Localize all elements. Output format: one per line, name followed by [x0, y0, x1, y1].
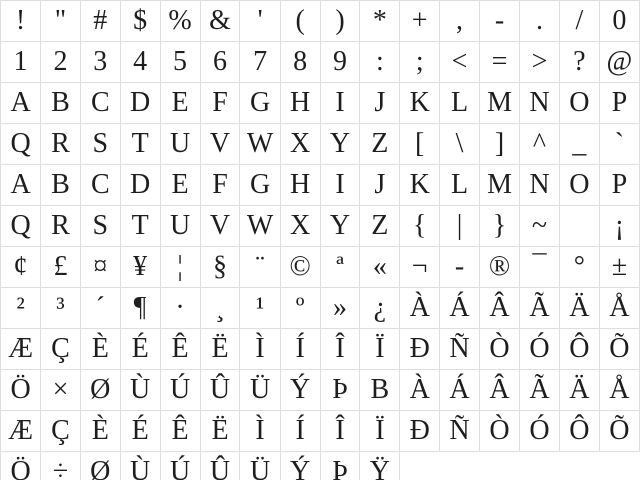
glyph-cell: Ê: [160, 329, 200, 370]
glyph-cell: Ã: [520, 370, 560, 411]
glyph-cell: *: [360, 1, 400, 42]
glyph-cell: V: [200, 206, 240, 247]
glyph-cell: S: [80, 124, 120, 165]
glyph-cell: Þ: [320, 370, 360, 411]
glyph-cell: 1: [1, 42, 41, 83]
glyph-cell: 6: [200, 42, 240, 83]
glyph-cell: 0: [599, 1, 639, 42]
glyph-cell: 3: [80, 42, 120, 83]
glyph-cell: Ñ: [440, 329, 480, 370]
glyph-cell: ?: [559, 42, 599, 83]
glyph-cell: À: [400, 288, 440, 329]
glyph-row: [1, 1, 640, 42]
glyph-cell: Â: [479, 370, 519, 411]
glyph-cell: |: [440, 206, 480, 247]
glyph-cell: R: [41, 124, 81, 165]
glyph-cell: +: [400, 1, 440, 42]
glyph-cell: £: [41, 247, 81, 288]
glyph-cell: Ø: [80, 452, 120, 480]
glyph-cell: Q: [1, 206, 41, 247]
glyph-cell: Ä: [559, 288, 599, 329]
glyph-cell: ±: [599, 247, 639, 288]
glyph-cell: ³: [41, 288, 81, 329]
glyph-cell: :: [360, 42, 400, 83]
glyph-cell: E: [160, 83, 200, 124]
glyph-cell: O: [559, 165, 599, 206]
glyph-cell: ¨: [240, 247, 280, 288]
glyph-cell: A: [1, 165, 41, 206]
glyph-row: [1, 370, 640, 411]
glyph-row: [1, 124, 640, 165]
glyph-cell: ´: [80, 288, 120, 329]
glyph-cell: ª: [320, 247, 360, 288]
glyph-cell: L: [440, 83, 480, 124]
glyph-cell: ©: [280, 247, 320, 288]
glyph-cell: P: [599, 165, 639, 206]
glyph-cell: V: [200, 124, 240, 165]
glyph-cell: G: [240, 165, 280, 206]
glyph-cell: E: [160, 165, 200, 206]
glyph-cell: ]: [479, 124, 519, 165]
glyph-row: [1, 165, 640, 206]
glyph-cell: `: [599, 124, 639, 165]
glyph-cell: =: [479, 42, 519, 83]
glyph-cell: Ü: [240, 452, 280, 480]
glyph-cell: F: [200, 165, 240, 206]
glyph-cell: É: [120, 329, 160, 370]
glyph-cell: C: [80, 83, 120, 124]
glyph-cell: C: [80, 165, 120, 206]
glyph-cell: H: [280, 165, 320, 206]
glyph-cell: Í: [280, 411, 320, 452]
empty-area: [400, 452, 640, 480]
glyph-row: [1, 247, 640, 288]
glyph-cell: %: [160, 1, 200, 42]
glyph-cell: D: [120, 83, 160, 124]
glyph-cell: Í: [280, 329, 320, 370]
glyph-cell: >: [520, 42, 560, 83]
glyph-cell: Ä: [559, 370, 599, 411]
glyph-cell: M: [479, 83, 519, 124]
glyph-row: [1, 288, 640, 329]
glyph-row: [1, 452, 640, 480]
glyph-cell: Ñ: [440, 411, 480, 452]
glyph-cell: B: [41, 165, 81, 206]
glyph-cell: _: [559, 124, 599, 165]
glyph-cell: Ó: [520, 329, 560, 370]
glyph-cell: Ü: [240, 370, 280, 411]
glyph-cell: 9: [320, 42, 360, 83]
glyph-cell: Ë: [200, 411, 240, 452]
glyph-cell: §: [200, 247, 240, 288]
glyph-cell: ¿: [360, 288, 400, 329]
glyph-cell: Ó: [520, 411, 560, 452]
glyph-cell: È: [80, 329, 120, 370]
glyph-cell: #: [80, 1, 120, 42]
glyph-cell: Ô: [559, 411, 599, 452]
glyph-cell: B: [41, 83, 81, 124]
glyph-cell: J: [360, 165, 400, 206]
glyph-cell: X: [280, 124, 320, 165]
glyph-cell: Î: [320, 329, 360, 370]
glyph-cell: ': [240, 1, 280, 42]
glyph-cell: K: [400, 165, 440, 206]
glyph-cell: Ö: [1, 370, 41, 411]
glyph-cell: (: [280, 1, 320, 42]
glyph-cell: K: [400, 83, 440, 124]
glyph-cell: ;: [400, 42, 440, 83]
glyph-cell: Â: [479, 288, 519, 329]
glyph-cell: 5: [160, 42, 200, 83]
glyph-cell: Õ: [599, 329, 639, 370]
glyph-cell: Y: [320, 206, 360, 247]
glyph-cell: ^: [520, 124, 560, 165]
glyph-cell: M: [479, 165, 519, 206]
glyph-cell: Ý: [280, 370, 320, 411]
glyph-cell: X: [280, 206, 320, 247]
glyph-cell: T: [120, 206, 160, 247]
glyph-cell: Ö: [1, 452, 41, 480]
glyph-cell: °: [559, 247, 599, 288]
glyph-cell: Î: [320, 411, 360, 452]
glyph-cell: É: [120, 411, 160, 452]
glyph-cell: .: [520, 1, 560, 42]
glyph-cell: Ð: [400, 411, 440, 452]
glyph-row: [1, 206, 640, 247]
glyph-cell: [: [400, 124, 440, 165]
glyph-cell: ÷: [41, 452, 81, 480]
glyph-row: [1, 83, 640, 124]
glyph-cell: ¢: [1, 247, 41, 288]
glyph-cell: -: [479, 1, 519, 42]
glyph-cell: 2: [41, 42, 81, 83]
glyph-cell: W: [240, 206, 280, 247]
glyph-row: [1, 411, 640, 452]
glyph-cell: Æ: [1, 411, 41, 452]
glyph-cell: Ç: [41, 329, 81, 370]
glyph-cell: -: [440, 247, 480, 288]
glyph-cell: Û: [200, 452, 240, 480]
glyph-cell: «: [360, 247, 400, 288]
glyph-cell: º: [280, 288, 320, 329]
glyph-cell: ¤: [80, 247, 120, 288]
charmap-grid-body: [1, 1, 640, 480]
glyph-cell: I: [320, 165, 360, 206]
glyph-cell: ¦: [160, 247, 200, 288]
glyph-cell: Ê: [160, 411, 200, 452]
glyph-cell: Ù: [120, 370, 160, 411]
glyph-cell: ¥: [120, 247, 160, 288]
glyph-cell: W: [240, 124, 280, 165]
glyph-cell: Ô: [559, 329, 599, 370]
glyph-cell: Z: [360, 124, 400, 165]
glyph-cell: Ð: [400, 329, 440, 370]
glyph-cell: Ã: [520, 288, 560, 329]
glyph-cell: ²: [1, 288, 41, 329]
glyph-cell: Þ: [320, 452, 360, 480]
glyph-row: [1, 329, 640, 370]
glyph-cell: Ý: [280, 452, 320, 480]
glyph-cell: Q: [1, 124, 41, 165]
glyph-cell: @: [599, 42, 639, 83]
glyph-cell: ¶: [120, 288, 160, 329]
glyph-cell: L: [440, 165, 480, 206]
glyph-cell: Á: [440, 370, 480, 411]
glyph-cell: {: [400, 206, 440, 247]
glyph-cell: ×: [41, 370, 81, 411]
glyph-cell: !: [1, 1, 41, 42]
glyph-row: [1, 42, 640, 83]
glyph-cell: À: [400, 370, 440, 411]
glyph-cell: ": [41, 1, 81, 42]
glyph-cell: Ò: [479, 411, 519, 452]
glyph-cell: ·: [160, 288, 200, 329]
glyph-cell: Ë: [200, 329, 240, 370]
glyph-cell: Z: [360, 206, 400, 247]
glyph-cell: \: [440, 124, 480, 165]
glyph-cell: ¯: [520, 247, 560, 288]
glyph-cell: Ï: [360, 411, 400, 452]
glyph-cell: Ç: [41, 411, 81, 452]
glyph-cell: Ò: [479, 329, 519, 370]
glyph-cell: }: [479, 206, 519, 247]
glyph-cell: ~: [520, 206, 560, 247]
glyph-cell: B: [360, 370, 400, 411]
glyph-cell: Õ: [599, 411, 639, 452]
glyph-cell: ¡: [599, 206, 639, 247]
glyph-cell: 8: [280, 42, 320, 83]
glyph-cell: J: [360, 83, 400, 124]
glyph-cell: 7: [240, 42, 280, 83]
glyph-cell: N: [520, 165, 560, 206]
glyph-cell: Å: [599, 370, 639, 411]
glyph-cell: U: [160, 124, 200, 165]
glyph-cell: Û: [200, 370, 240, 411]
glyph-cell: Ø: [80, 370, 120, 411]
glyph-cell: È: [80, 411, 120, 452]
glyph-cell: H: [280, 83, 320, 124]
glyph-cell: P: [599, 83, 639, 124]
glyph-cell: 4: [120, 42, 160, 83]
glyph-cell: Å: [599, 288, 639, 329]
glyph-cell: »: [320, 288, 360, 329]
glyph-cell: Ú: [160, 452, 200, 480]
empty-glyph-cell: [559, 206, 599, 247]
glyph-cell: $: [120, 1, 160, 42]
glyph-cell: Á: [440, 288, 480, 329]
glyph-cell: A: [1, 83, 41, 124]
glyph-cell: I: [320, 83, 360, 124]
glyph-cell: ¬: [400, 247, 440, 288]
glyph-cell: Ÿ: [360, 452, 400, 480]
glyph-cell: S: [80, 206, 120, 247]
glyph-cell: Ì: [240, 411, 280, 452]
glyph-cell: T: [120, 124, 160, 165]
glyph-cell: ¹: [240, 288, 280, 329]
glyph-cell: F: [200, 83, 240, 124]
glyph-cell: G: [240, 83, 280, 124]
glyph-cell: <: [440, 42, 480, 83]
glyph-cell: D: [120, 165, 160, 206]
glyph-cell: Ì: [240, 329, 280, 370]
glyph-cell: ): [320, 1, 360, 42]
glyph-cell: ¸: [200, 288, 240, 329]
glyph-cell: Æ: [1, 329, 41, 370]
glyph-cell: ,: [440, 1, 480, 42]
glyph-cell: U: [160, 206, 200, 247]
glyph-cell: &: [200, 1, 240, 42]
glyph-cell: N: [520, 83, 560, 124]
glyph-cell: Y: [320, 124, 360, 165]
glyph-cell: O: [559, 83, 599, 124]
glyph-cell: /: [559, 1, 599, 42]
glyph-cell: R: [41, 206, 81, 247]
glyph-cell: Ú: [160, 370, 200, 411]
glyph-cell: ®: [479, 247, 519, 288]
glyph-cell: Ï: [360, 329, 400, 370]
glyph-cell: Ù: [120, 452, 160, 480]
